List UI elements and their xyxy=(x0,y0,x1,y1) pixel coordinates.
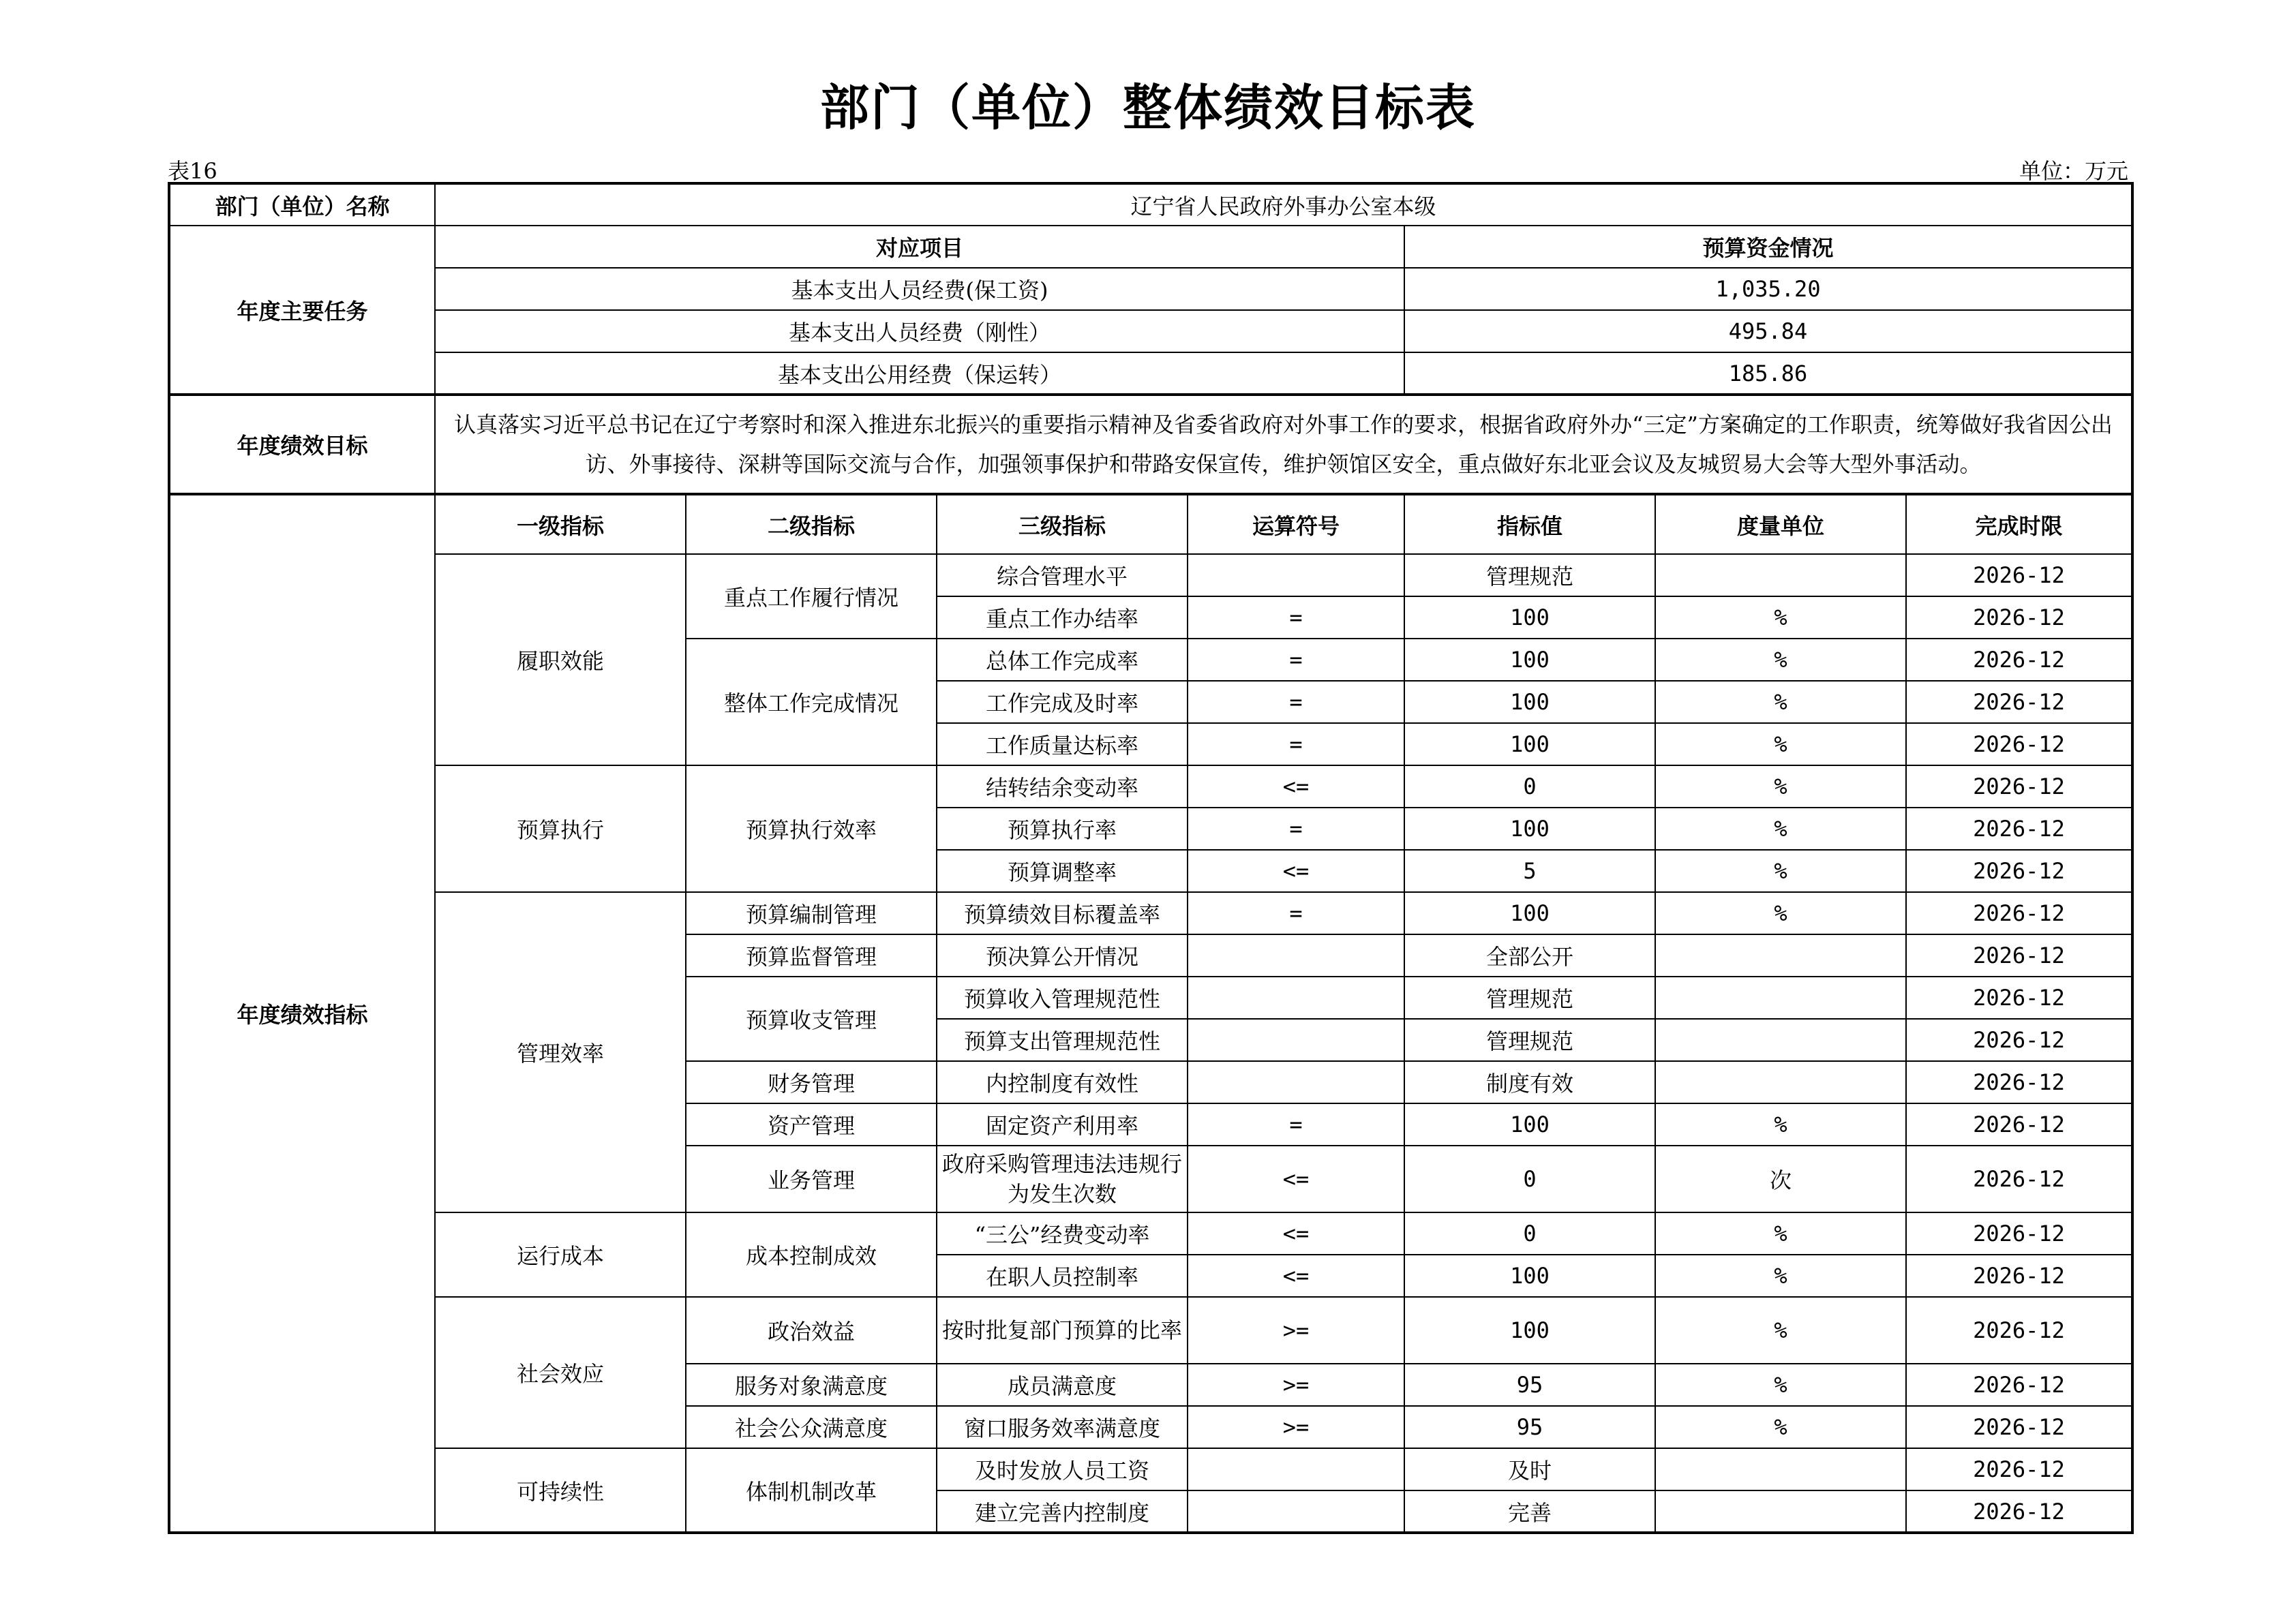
goal-label: 年度绩效目标 xyxy=(169,395,435,494)
table-row xyxy=(169,1212,2132,1255)
deadline-cell: 2026-12 xyxy=(1906,808,2132,850)
table-row xyxy=(169,1297,2132,1364)
level1-cell: 可持续性 xyxy=(435,1448,686,1533)
level2-cell: 资产管理 xyxy=(686,1103,937,1146)
level2-cell: 社会公众满意度 xyxy=(686,1406,937,1448)
unit-cell xyxy=(1655,1448,1906,1490)
value-cell: 制度有效 xyxy=(1404,1061,1655,1103)
deadline-cell: 2026-12 xyxy=(1906,723,2132,765)
level2-cell: 业务管理 xyxy=(686,1146,937,1212)
deadline-cell: 2026-12 xyxy=(1906,1255,2132,1297)
unit-cell: % xyxy=(1655,1297,1906,1364)
level2-cell: 服务对象满意度 xyxy=(686,1364,937,1406)
level3-cell: 按时批复部门预算的比率 xyxy=(937,1297,1188,1364)
unit-cell xyxy=(1655,1061,1906,1103)
level1-cell: 履职效能 xyxy=(435,554,686,765)
level2-cell: 预算监督管理 xyxy=(686,934,937,977)
value-cell: 管理规范 xyxy=(1404,977,1655,1019)
deadline-cell: 2026-12 xyxy=(1906,1364,2132,1406)
deadline-cell: 2026-12 xyxy=(1906,1019,2132,1061)
level3-cell: 重点工作办结率 xyxy=(937,596,1188,639)
deadline-cell: 2026-12 xyxy=(1906,681,2132,723)
level3-cell: 总体工作完成率 xyxy=(937,639,1188,681)
value-cell: 100 xyxy=(1404,1297,1655,1364)
unit-cell: % xyxy=(1655,850,1906,892)
operator-cell: = xyxy=(1188,681,1404,723)
level2-cell: 体制机制改革 xyxy=(686,1448,937,1533)
value-cell: 100 xyxy=(1404,639,1655,681)
task-amount: 495.84 xyxy=(1404,310,2132,352)
deadline-cell: 2026-12 xyxy=(1906,1103,2132,1146)
task-amount: 185.86 xyxy=(1404,352,2132,395)
level3-cell: 及时发放人员工资 xyxy=(937,1448,1188,1490)
deadline-cell: 2026-12 xyxy=(1906,1212,2132,1255)
level3-cell: 预算调整率 xyxy=(937,850,1188,892)
level3-cell: 综合管理水平 xyxy=(937,554,1188,596)
unit-cell: % xyxy=(1655,1212,1906,1255)
unit-cell: % xyxy=(1655,1103,1906,1146)
unit-cell: % xyxy=(1655,596,1906,639)
value-cell: 0 xyxy=(1404,765,1655,808)
unit-cell: % xyxy=(1655,808,1906,850)
table-row xyxy=(169,765,2132,808)
value-cell: 完善 xyxy=(1404,1490,1655,1533)
unit-cell: % xyxy=(1655,639,1906,681)
deadline-cell: 2026-12 xyxy=(1906,596,2132,639)
unit-cell: % xyxy=(1655,681,1906,723)
value-cell: 100 xyxy=(1404,723,1655,765)
operator-cell: <= xyxy=(1188,1255,1404,1297)
level3-cell: 内控制度有效性 xyxy=(937,1061,1188,1103)
level2-cell: 整体工作完成情况 xyxy=(686,639,937,765)
task-row xyxy=(169,352,2132,395)
col-header-level1: 一级指标 xyxy=(435,494,686,554)
operator-cell xyxy=(1188,934,1404,977)
deadline-cell: 2026-12 xyxy=(1906,554,2132,596)
tasks-col-project: 对应项目 xyxy=(435,226,1404,268)
operator-cell: >= xyxy=(1188,1364,1404,1406)
tasks-label: 年度主要任务 xyxy=(169,226,435,395)
value-cell: 100 xyxy=(1404,596,1655,639)
deadline-cell: 2026-12 xyxy=(1906,934,2132,977)
value-cell: 0 xyxy=(1404,1212,1655,1255)
unit-cell xyxy=(1655,1490,1906,1533)
value-cell: 全部公开 xyxy=(1404,934,1655,977)
operator-cell: = xyxy=(1188,639,1404,681)
deadline-cell: 2026-12 xyxy=(1906,639,2132,681)
deadline-cell: 2026-12 xyxy=(1906,1448,2132,1490)
level3-cell: 工作完成及时率 xyxy=(937,681,1188,723)
operator-cell xyxy=(1188,554,1404,596)
deadline-cell: 2026-12 xyxy=(1906,850,2132,892)
deadline-cell: 2026-12 xyxy=(1906,1490,2132,1533)
value-cell: 100 xyxy=(1404,681,1655,723)
operator-cell xyxy=(1188,1448,1404,1490)
deadline-cell: 2026-12 xyxy=(1906,1061,2132,1103)
task-row xyxy=(169,310,2132,352)
operator-cell: >= xyxy=(1188,1297,1404,1364)
operator-cell: >= xyxy=(1188,1406,1404,1448)
operator-cell: = xyxy=(1188,892,1404,934)
operator-cell xyxy=(1188,977,1404,1019)
value-cell: 100 xyxy=(1404,892,1655,934)
operator-cell: = xyxy=(1188,1103,1404,1146)
value-cell: 及时 xyxy=(1404,1448,1655,1490)
unit-label: 单位：万元 xyxy=(2019,158,2128,184)
goal-text: 认真落实习近平总书记在辽宁考察时和深入推进东北振兴的重要指示精神及省委省政府对外事工作的要求，根据省政府外办“三定”方案确定的工作职责，统筹做好我省因公出访、外事接待、深耕等国际交流与合作，加强领事保护和带路安保宣传，维护领馆区安全，重点做好东北亚会议及友城贸易大会等大型外事活动。 xyxy=(435,395,2132,494)
col-header-unit: 度量单位 xyxy=(1655,494,1906,554)
value-cell: 0 xyxy=(1404,1146,1655,1212)
operator-cell: = xyxy=(1188,596,1404,639)
task-amount: 1,035.20 xyxy=(1404,268,2132,310)
level3-cell: 窗口服务效率满意度 xyxy=(937,1406,1188,1448)
operator-cell: = xyxy=(1188,808,1404,850)
operator-cell: <= xyxy=(1188,1146,1404,1212)
operator-cell: <= xyxy=(1188,765,1404,808)
page-title: 部门（单位）整体绩效目标表 xyxy=(819,79,1476,136)
level1-cell: 管理效率 xyxy=(435,892,686,1212)
value-cell: 管理规范 xyxy=(1404,1019,1655,1061)
level2-cell: 预算收支管理 xyxy=(686,977,937,1061)
operator-cell xyxy=(1188,1490,1404,1533)
level3-cell: 预算支出管理规范性 xyxy=(937,1019,1188,1061)
level3-cell: 成员满意度 xyxy=(937,1364,1188,1406)
performance-table xyxy=(168,182,2134,1534)
level2-cell: 财务管理 xyxy=(686,1061,937,1103)
unit-cell: % xyxy=(1655,1364,1906,1406)
unit-cell: % xyxy=(1655,1406,1906,1448)
operator-cell xyxy=(1188,1019,1404,1061)
col-header-deadline: 完成时限 xyxy=(1906,494,2132,554)
dept-name-value: 辽宁省人民政府外事办公室本级 xyxy=(435,183,2132,226)
unit-cell: 次 xyxy=(1655,1146,1906,1212)
table-row xyxy=(169,892,2132,934)
table-row xyxy=(169,554,2132,596)
level1-cell: 运行成本 xyxy=(435,1212,686,1297)
deadline-cell: 2026-12 xyxy=(1906,977,2132,1019)
task-project: 基本支出公用经费（保运转） xyxy=(435,352,1404,395)
level3-cell: 政府采购管理违法违规行为发生次数 xyxy=(937,1146,1188,1212)
level2-cell: 政治效益 xyxy=(686,1297,937,1364)
deadline-cell: 2026-12 xyxy=(1906,892,2132,934)
level3-cell: 预算执行率 xyxy=(937,808,1188,850)
unit-cell: % xyxy=(1655,892,1906,934)
table-number: 表16 xyxy=(168,158,217,184)
deadline-cell: 2026-12 xyxy=(1906,1406,2132,1448)
unit-cell: % xyxy=(1655,723,1906,765)
level1-cell: 预算执行 xyxy=(435,765,686,892)
value-cell: 100 xyxy=(1404,1103,1655,1146)
level3-cell: 预算绩效目标覆盖率 xyxy=(937,892,1188,934)
indicators-label: 年度绩效指标 xyxy=(169,494,435,1533)
unit-cell xyxy=(1655,554,1906,596)
value-cell: 100 xyxy=(1404,1255,1655,1297)
col-header-value: 指标值 xyxy=(1404,494,1655,554)
level2-cell: 重点工作履行情况 xyxy=(686,554,937,639)
level3-cell: 在职人员控制率 xyxy=(937,1255,1188,1297)
level3-cell: 预决算公开情况 xyxy=(937,934,1188,977)
tasks-col-budget: 预算资金情况 xyxy=(1404,226,2132,268)
level3-cell: 预算收入管理规范性 xyxy=(937,977,1188,1019)
level3-cell: 建立完善内控制度 xyxy=(937,1490,1188,1533)
unit-cell xyxy=(1655,1019,1906,1061)
deadline-cell: 2026-12 xyxy=(1906,1297,2132,1364)
task-project: 基本支出人员经费(保工资) xyxy=(435,268,1404,310)
operator-cell: <= xyxy=(1188,850,1404,892)
operator-cell: = xyxy=(1188,723,1404,765)
deadline-cell: 2026-12 xyxy=(1906,1146,2132,1212)
task-row xyxy=(169,268,2132,310)
value-cell: 100 xyxy=(1404,808,1655,850)
level3-cell: 结转结余变动率 xyxy=(937,765,1188,808)
dept-name-label: 部门（单位）名称 xyxy=(169,183,435,226)
level2-cell: 成本控制成效 xyxy=(686,1212,937,1297)
unit-cell xyxy=(1655,977,1906,1019)
value-cell: 95 xyxy=(1404,1364,1655,1406)
deadline-cell: 2026-12 xyxy=(1906,765,2132,808)
level2-cell: 预算编制管理 xyxy=(686,892,937,934)
unit-cell: % xyxy=(1655,765,1906,808)
level3-cell: “三公”经费变动率 xyxy=(937,1212,1188,1255)
unit-cell xyxy=(1655,934,1906,977)
value-cell: 95 xyxy=(1404,1406,1655,1448)
col-header-level2: 二级指标 xyxy=(686,494,937,554)
level3-cell: 工作质量达标率 xyxy=(937,723,1188,765)
col-header-operator: 运算符号 xyxy=(1188,494,1404,554)
level2-cell: 预算执行效率 xyxy=(686,765,937,892)
col-header-level3: 三级指标 xyxy=(937,494,1188,554)
level1-cell: 社会效应 xyxy=(435,1297,686,1448)
operator-cell xyxy=(1188,1061,1404,1103)
operator-cell: <= xyxy=(1188,1212,1404,1255)
value-cell: 5 xyxy=(1404,850,1655,892)
unit-cell: % xyxy=(1655,1255,1906,1297)
task-project: 基本支出人员经费（刚性） xyxy=(435,310,1404,352)
level3-cell: 固定资产利用率 xyxy=(937,1103,1188,1146)
table-row xyxy=(169,1448,2132,1490)
value-cell: 管理规范 xyxy=(1404,554,1655,596)
